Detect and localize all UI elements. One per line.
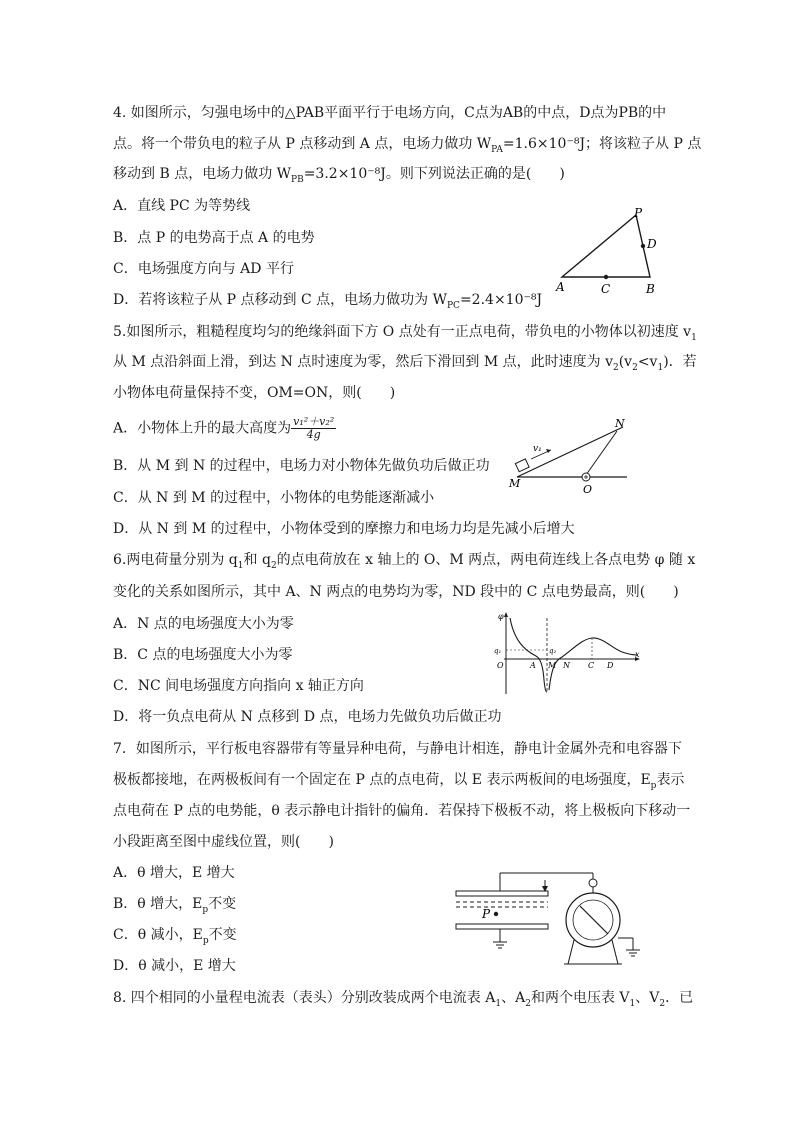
label-phi: φ — [498, 612, 504, 621]
label-p: P — [634, 206, 643, 220]
label-a: A — [556, 280, 565, 294]
label-v1: v₁ — [533, 444, 542, 454]
q5-line-2: 从 M 点沿斜面上滑，到达 N 点时速度为零，然后下滑回到 M 点，此时速度为 $v_2(v_2<v_1)$．若 — [113, 354, 697, 373]
q6-option-c: C．NC 间电场强度方向指向 x 轴正方向 — [113, 678, 364, 694]
q7-option-c: C．θ 减小，$E_p$不变 — [113, 927, 237, 946]
q7-line-1: 7．如图所示，平行板电容器带有等量异种电荷，与静电计相连，静电计金属外壳和电容器下 — [113, 741, 682, 757]
point-c-dot — [604, 275, 608, 279]
label-p: P — [482, 907, 491, 921]
q7-capacitor-figure — [450, 858, 650, 973]
q6-potential-graph — [490, 610, 645, 698]
q4-option-a: A．直线 PC 为等势线 — [113, 198, 251, 214]
label-o: O — [497, 661, 504, 670]
label-n: N — [615, 417, 625, 430]
q5-incline-figure — [505, 415, 635, 500]
label-m: M — [509, 477, 521, 490]
q5-line-3: 小物体电荷量保持不变，OM=ON，则( ) — [113, 385, 396, 401]
q4-line-2: 点。将一个带负电的粒子从 P 点移动到 A 点，电场力做功 $W_{PA}=1.6\times 10^{-8}J$；将该粒子从 P 点 — [113, 136, 702, 155]
label-a: A — [530, 661, 536, 670]
q7-option-d: D．θ 减小，E 增大 — [113, 958, 236, 974]
label-o: O — [583, 483, 593, 496]
electrometer-knob — [589, 879, 597, 887]
q6-option-b: B．C 点的电场强度大小为零 — [113, 647, 293, 663]
label-m: M — [548, 661, 557, 670]
q5-option-b: B．从 M 到 N 的过程中，电场力对小物体先做负功后做正功 — [113, 458, 490, 474]
q6-line-1: 6.两电荷量分别为 $q_1$和 $q_2$的点电荷放在 x 轴上的 O、M 两点，两电荷连线上各点电势 φ 随 x — [113, 552, 696, 571]
q6-option-d: D．将一负点电荷从 N 点移到 D 点，电场力先做负功后做正功 — [113, 709, 502, 725]
q4-option-b: B．点 P 的电势高于点 A 的电势 — [113, 230, 315, 246]
q7-option-b: B．θ 增大，$E_p$不变 — [113, 896, 237, 915]
q5-option-c: C．从 N 到 M 的过程中，小物体的电势能逐渐减小 — [113, 490, 435, 506]
point-p-dot — [494, 912, 498, 916]
q7-line-3: 点电荷在 P 点的电势能，θ 表示静电计指针的偏角．若保持下极板不动，将上极板向下移动一 — [113, 803, 691, 819]
q5-option-a: A．小物体上升的最大高度为 $\frac{\text{v₁²＋v₂²}}{4g}$ — [113, 415, 335, 441]
q4-option-d: D．若将该粒子从 P 点移动到 C 点，电场力做功为 $W_{PC}=2.4\times 10^{-8}J$ — [113, 292, 543, 311]
label-q1: q₁ — [494, 647, 502, 655]
point-d-dot — [641, 244, 645, 248]
q8-line-1: 8. 四个相同的小量程电流表（表头）分别改装成两个电流表 $A_1$、$A_2$和两个电压表 $V_1$、$V_2$．已 — [113, 990, 694, 1009]
q5-option-d: D．从 N 到 M 的过程中，小物体受到的摩擦力和电场力均是先减小后增大 — [113, 521, 575, 537]
label-c: C — [601, 282, 611, 296]
label-x: x — [635, 650, 640, 659]
q7-option-a: A．θ 增大，E 增大 — [113, 865, 235, 881]
label-d: D — [607, 661, 614, 670]
label-c: C — [588, 661, 595, 670]
q7-line-4: 小段距离至图中虚线位置，则( ) — [113, 834, 334, 850]
label-q2: q₂ — [549, 647, 557, 655]
max-height-fraction: $\frac{\text{v₁²＋v₂²}}{4g}$ — [293, 415, 335, 441]
label-d: D — [647, 237, 657, 251]
label-n: N — [563, 661, 570, 670]
q6-line-2: 变化的关系如图所示，其中 A、N 两点的电势均为零，ND 段中的 C 点电势最高，则( ) — [113, 584, 679, 600]
q4-line-3: 移动到 B 点，电场力做功 $W_{PB}=3.2\times 10^{-8}J$。则下列说法正确的是( ) — [113, 166, 565, 185]
q4-option-c: C．电场强度方向与 AD 平行 — [113, 261, 294, 277]
q4-triangle-figure — [550, 205, 665, 297]
q4-line-1: 4. 如图所示，匀强电场中的△PAB平面平行于电场方向，C点为AB的中点，D点为PB的中 — [113, 105, 667, 121]
q7-line-2: 极板都接地，在两极板间有一个固定在 P 点的点电荷，以 E 表示两板间的电场强度，$E_p$表示 — [113, 772, 685, 791]
q5-line-1: 5.如图所示，粗糙程度均匀的绝缘斜面下方 O 点处有一正点电荷，带负电的小物体以初速度 $v_1$ — [113, 324, 697, 343]
electrometer-icon — [566, 893, 620, 947]
label-b: B — [646, 282, 655, 296]
object-block — [515, 459, 529, 472]
q6-option-a: A．N 点的电场强度大小为零 — [113, 616, 294, 632]
